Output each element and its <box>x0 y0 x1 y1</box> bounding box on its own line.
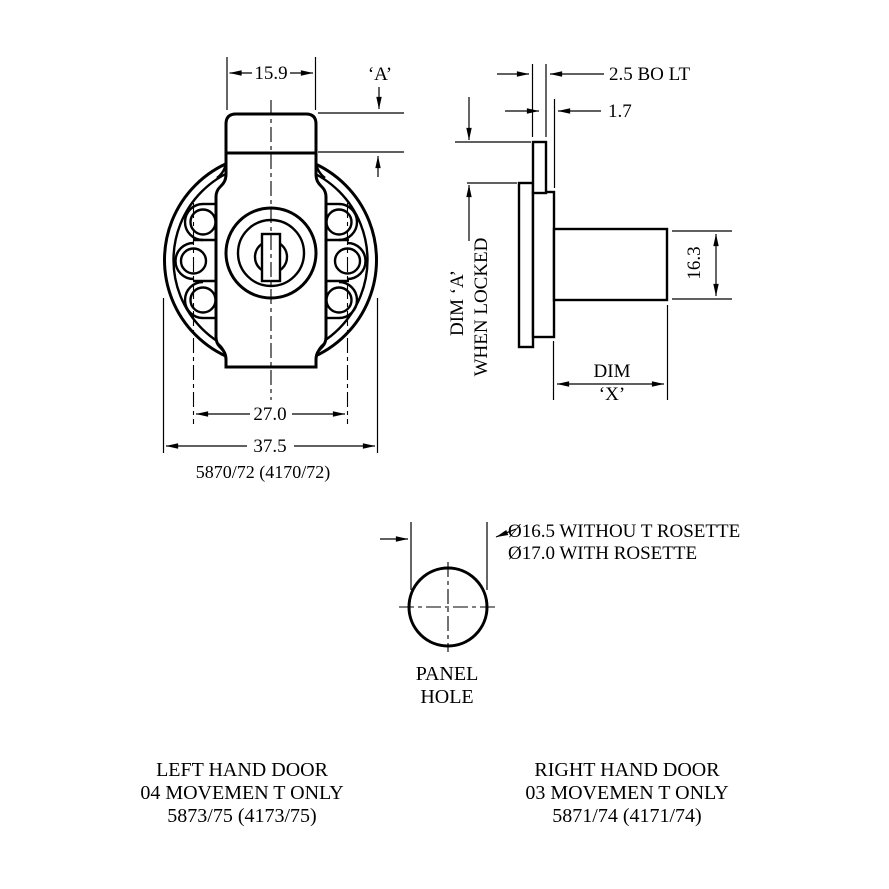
dim-body-height <box>672 231 732 299</box>
left-door-part-number: 5873/75 (4173/75) <box>167 805 317 827</box>
dim-body-diameter-label: 37.5 <box>253 436 287 457</box>
panel-hole-caption-line1: PANEL <box>415 663 479 685</box>
dim-a-side-label-line1: DIM ‘A’ <box>447 270 468 336</box>
dim-body-height-label: 16.3 <box>684 246 705 280</box>
dim-bolt-thickness <box>505 99 632 188</box>
right-door-line2: 03 MOVEMEN T ONLY <box>525 782 729 804</box>
side-view <box>447 64 732 405</box>
front-view <box>164 57 405 483</box>
wafer-circle <box>191 210 216 235</box>
dim-x-label-line2: ‘X’ <box>598 384 626 405</box>
bolt <box>533 142 546 193</box>
dim-core-spacing-label: 27.0 <box>253 404 287 425</box>
face-plate-inner <box>533 192 554 337</box>
dim-core-spacing <box>196 404 345 425</box>
cylinder-body <box>554 229 667 300</box>
right-door-line1: RIGHT HAND DOOR <box>534 759 720 781</box>
panel-hole-note-with: Ø17.0 WITH ROSETTE <box>508 543 698 564</box>
left-door-line1: LEFT HAND DOOR <box>156 759 328 781</box>
panel-hole-caption-line2: HOLE <box>420 686 474 708</box>
front-part-number: 5870/72 (4170/72) <box>195 462 331 482</box>
panel-hole-view <box>380 521 740 708</box>
dim-bolt <box>497 64 691 137</box>
panel-hole-note-without: Ø16.5 WITHOU T ROSETTE <box>508 521 741 542</box>
footer-left-block <box>140 759 343 827</box>
dim-a-front <box>318 64 404 177</box>
footer-right-block <box>525 759 728 827</box>
dim-x <box>554 305 668 405</box>
face-plate-outer <box>519 183 533 347</box>
left-door-line2: 04 MOVEMEN T ONLY <box>140 782 344 804</box>
dim-a-label: ‘A’ <box>367 64 393 85</box>
dim-cam-width-label: 15.9 <box>254 63 288 84</box>
dim-bolt-label: 2.5 BO LT <box>609 64 691 85</box>
dim-bolt-thickness-label: 1.7 <box>608 101 632 122</box>
wafer-circle <box>191 288 216 313</box>
dim-a-side-label-line2: WHEN LOCKED <box>471 237 492 377</box>
right-door-part-number: 5871/74 (4171/74) <box>552 805 702 827</box>
dim-x-label-line1: DIM <box>593 361 631 382</box>
